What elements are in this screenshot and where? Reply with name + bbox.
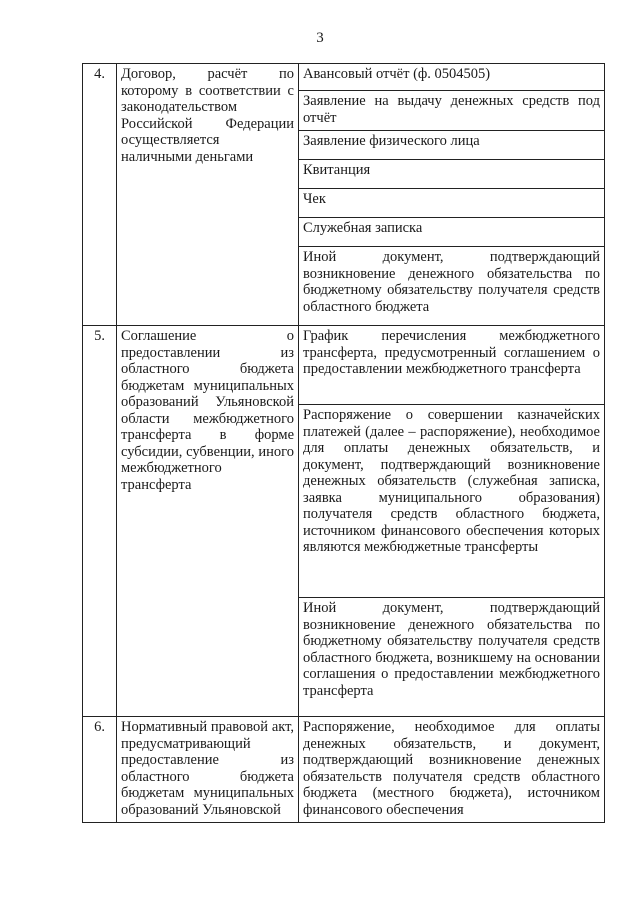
page-number: 3 — [316, 30, 324, 46]
basis-cell: Соглашение о предоставлении из областного бюджета бюджетам муниципальных образований Ульяновской области межбюджетного трансферта в форме субсидии, субвенции, иного межбюджетного трансферта — [117, 326, 299, 717]
document-cell: Чек — [299, 189, 605, 218]
document-cell: Распоряжение, необходимое для оплаты денежных обязательств, и документ, подтверждающий возникновение денежных обязательств получателя средств областного бюджета (местного бюджета), источником финансового обеспечения — [299, 717, 605, 823]
document-cell: Заявление на выдачу денежных средств под отчёт — [299, 91, 605, 131]
document-cell: График перечисления межбюджетного трансферта, предусмотренный соглашением о предоставлении межбюджетного трансферта — [299, 326, 605, 405]
document-cell: Иной документ, подтверждающий возникновение денежного обязательства по бюджетному обязательству получателя средств областного бюджета, возникшему на основании соглашения о предоставлении межбюджетного трансферта — [299, 598, 605, 717]
document-cell: Распоряжение о совершении казначейских платежей (далее – распоряжение), необходимое для оплаты денежных обязательств, и документ, подтверждающий возникновение денежных обязательств (служебная записка, заявка муниципального образования) получателя средств областного бюджета, источником финансового обеспечения которых являются межбюджетные трансферты — [299, 405, 605, 598]
basis-cell: Договор, расчёт по которому в соответствии с законодательством Российской Федерации осуществляется наличными деньгами — [117, 64, 299, 326]
row-number: 5. — [83, 326, 117, 717]
table-row — [83, 326, 605, 405]
document-cell: Заявление физического лица — [299, 131, 605, 160]
document-cell: Иной документ, подтверждающий возникновение денежного обязательства по бюджетному обязательству получателя средств областного бюджета — [299, 247, 605, 326]
row-number: 4. — [83, 64, 117, 326]
basis-cell: Нормативный правовой акт, предусматривающий предоставление из областного бюджета бюджетам муниципальных образований Ульяновской — [117, 717, 299, 823]
row-number: 6. — [83, 717, 117, 823]
document-cell: Квитанция — [299, 160, 605, 189]
document-cell: Служебная записка — [299, 218, 605, 247]
document-cell: Авансовый отчёт (ф. 0504505) — [299, 64, 605, 91]
table-row — [83, 64, 605, 91]
documents-table — [82, 63, 605, 823]
table-row — [83, 717, 605, 823]
